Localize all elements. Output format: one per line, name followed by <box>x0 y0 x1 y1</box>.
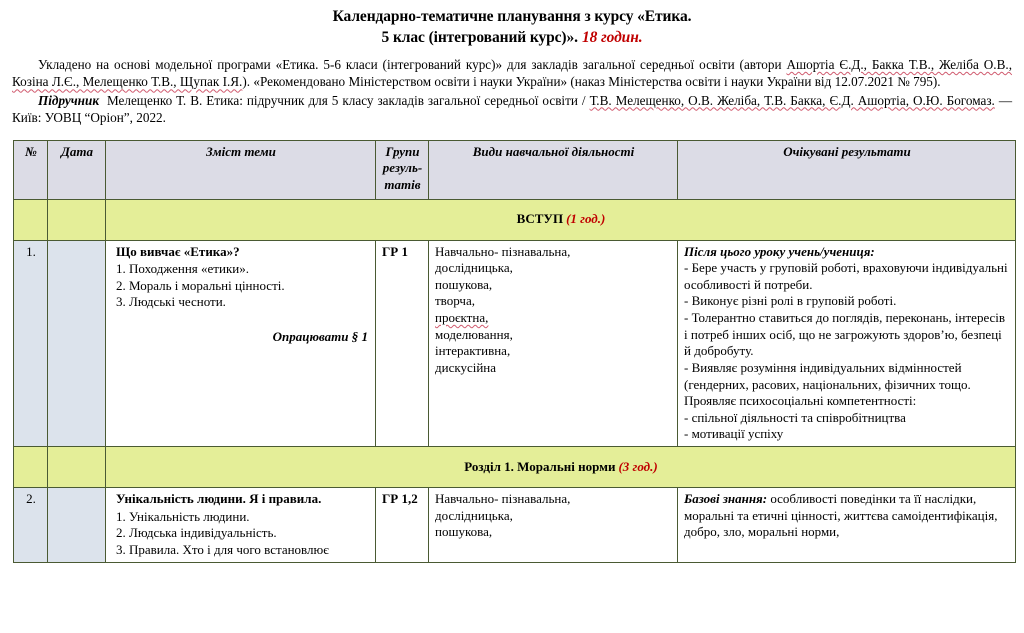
activity-item: дослідницька, <box>435 507 513 523</box>
total-hours-badge: 18 годин. <box>581 28 643 46</box>
textbook-citation-lead: Мелещенко Т. В. Етика: підручник для 5 класу закладів загальної середньої освіти / <box>106 92 590 108</box>
table-row <box>14 240 1016 447</box>
page-title-line-1: Календарно-тематичне планування з курсу «Етика. <box>332 8 692 25</box>
topic-assignment: Опрацювати § 1 <box>272 329 368 345</box>
results-lead: Після цього уроку учень/учениця: <box>684 243 875 259</box>
textbook-citation-tail: — Київ: УОВЦ “Оріон”, 2022. <box>12 92 1013 126</box>
planning-table <box>13 140 1016 563</box>
column-header-groups: Групи резуль- татів <box>376 140 429 199</box>
row-activities <box>429 240 678 447</box>
intro-program-text-lead: Укладено на основі модельної програми «Етика. 5-6 класи (інтегрований курс)» для закладів загальної середньої освіти (автори <box>38 56 787 72</box>
section-band-label <box>106 447 1016 488</box>
result-group-code: ГР 1 <box>382 243 408 259</box>
section-title: ВСТУП <box>516 211 564 227</box>
topic-title: Що вивчає «Етика»? <box>116 243 240 259</box>
results-lead: Базові знання: <box>684 491 768 507</box>
topic-subitem: 1. Унікальність людини. <box>116 508 250 524</box>
activity-item: інтерактивна, <box>435 343 511 359</box>
table-row <box>14 488 1016 563</box>
section-hours: (3 год.) <box>618 458 658 474</box>
result-item: - Бере участь у груповій роботі, враховуючи індивідуальні особливості й потреби. <box>684 260 1008 292</box>
section-band-label <box>106 199 1016 240</box>
row-number: 1. <box>14 240 48 447</box>
section-band-row <box>14 447 1016 488</box>
row-expected-results <box>678 240 1016 447</box>
section-title: Розділ 1. Моральні норми <box>464 458 616 474</box>
planning-table-wrapper <box>0 128 1024 563</box>
activity-item: моделювання, <box>435 326 513 342</box>
document-title-block <box>0 0 1024 49</box>
row-result-groups <box>376 488 429 563</box>
topic-subitem: 2. Людська індивідуальність. <box>116 525 277 541</box>
activity-item: Навчально- пізнавальна, <box>435 243 571 259</box>
column-header-topic: Зміст теми <box>106 140 376 199</box>
result-item: - Толерантно ставиться до поглядів, переконань, інтересів і потреб інших осіб, що не загрожують здоров’ю, безпеці й добробуту. <box>684 310 1006 359</box>
row-topic-content <box>106 488 376 563</box>
column-header-activities: Види навчальної діяльності <box>429 140 678 199</box>
result-item: - мотивації успіху <box>684 426 784 442</box>
intro-paragraph-textbook <box>12 92 1012 127</box>
page-title-line-2 <box>60 28 964 49</box>
textbook-authors: Т.В. Мелещенко, О.В. Желіба, Т.В. Бакка, Є.Д. Ашортіа, О.Ю. Богомаз. <box>589 92 995 108</box>
section-band-number-cell <box>14 199 48 240</box>
activity-item: Навчально- пізнавальна, <box>435 491 571 507</box>
table-header <box>14 140 1016 199</box>
result-item: особливості поведінки та її наслідки, моральні та етичні цінності, життєва самоідентифікація, добро, зло, моральні норми, <box>684 491 998 540</box>
activity-item: дослідницька, <box>435 260 513 276</box>
table-header-row <box>14 140 1016 199</box>
topic-subitem: 1. Походження «етики». <box>116 261 249 277</box>
topic-title: Унікальність людини. Я і правила. <box>116 491 322 507</box>
result-item: - Виконує різні ролі в груповій роботі. <box>684 293 897 309</box>
topic-subitem: 2. Мораль і моральні цінності. <box>116 277 285 293</box>
row-topic-content <box>106 240 376 447</box>
activity-item: творча, <box>435 293 475 309</box>
intro-program-text-tail: ). «Рекомендовано Міністерством освіти і науки України» (наказ Міністерства освіти і науки України від 12.07.2021 № 795). <box>242 74 941 90</box>
row-activities <box>429 488 678 563</box>
intro-section <box>0 49 1024 127</box>
activity-item: пошукова, <box>435 276 493 292</box>
row-date[interactable] <box>48 488 106 563</box>
activity-item: дискусійна <box>435 359 497 375</box>
row-result-groups <box>376 240 429 447</box>
column-header-number: № <box>14 140 48 199</box>
result-group-code: ГР 1,2 <box>382 491 418 507</box>
topic-subitem: 3. Людські чесноти. <box>116 294 226 310</box>
activity-item: проєктна, <box>435 310 489 326</box>
result-item: - Виявляє розуміння індивідуальних відмінностей (гендерних, расових, національних, фізичних тощо. <box>684 359 971 392</box>
section-band-date-cell <box>48 447 106 488</box>
row-date[interactable] <box>48 240 106 447</box>
row-expected-results <box>678 488 1016 563</box>
activity-item: пошукова, <box>435 524 493 540</box>
result-item: - спільної діяльності та співробітництва <box>684 409 906 425</box>
intro-paragraph-program <box>12 56 1012 91</box>
row-number: 2. <box>14 488 48 563</box>
section-band-date-cell <box>48 199 106 240</box>
section-hours: (1 год.) <box>566 211 606 227</box>
section-band-number-cell <box>14 447 48 488</box>
topic-subitem: 3. Правила. Хто і для чого встановлює <box>116 541 329 557</box>
textbook-label: Підручник <box>38 92 99 108</box>
column-header-results: Очікувані результати <box>678 140 1016 199</box>
page-title-subject: 5 клас (інтегрований курс)». <box>381 28 578 46</box>
column-header-date: Дата <box>48 140 106 199</box>
intro-program-authors: Ашортіа Є.Д., Бакка Т.В., Желіба О.В., Козіна Л.Є., Мелещенко Т.В., Щупак І.Я. <box>12 56 1012 90</box>
section-band-row <box>14 199 1016 240</box>
table-body <box>14 199 1016 562</box>
result-item: Проявляє психосоціальні компетентності: <box>684 393 917 409</box>
